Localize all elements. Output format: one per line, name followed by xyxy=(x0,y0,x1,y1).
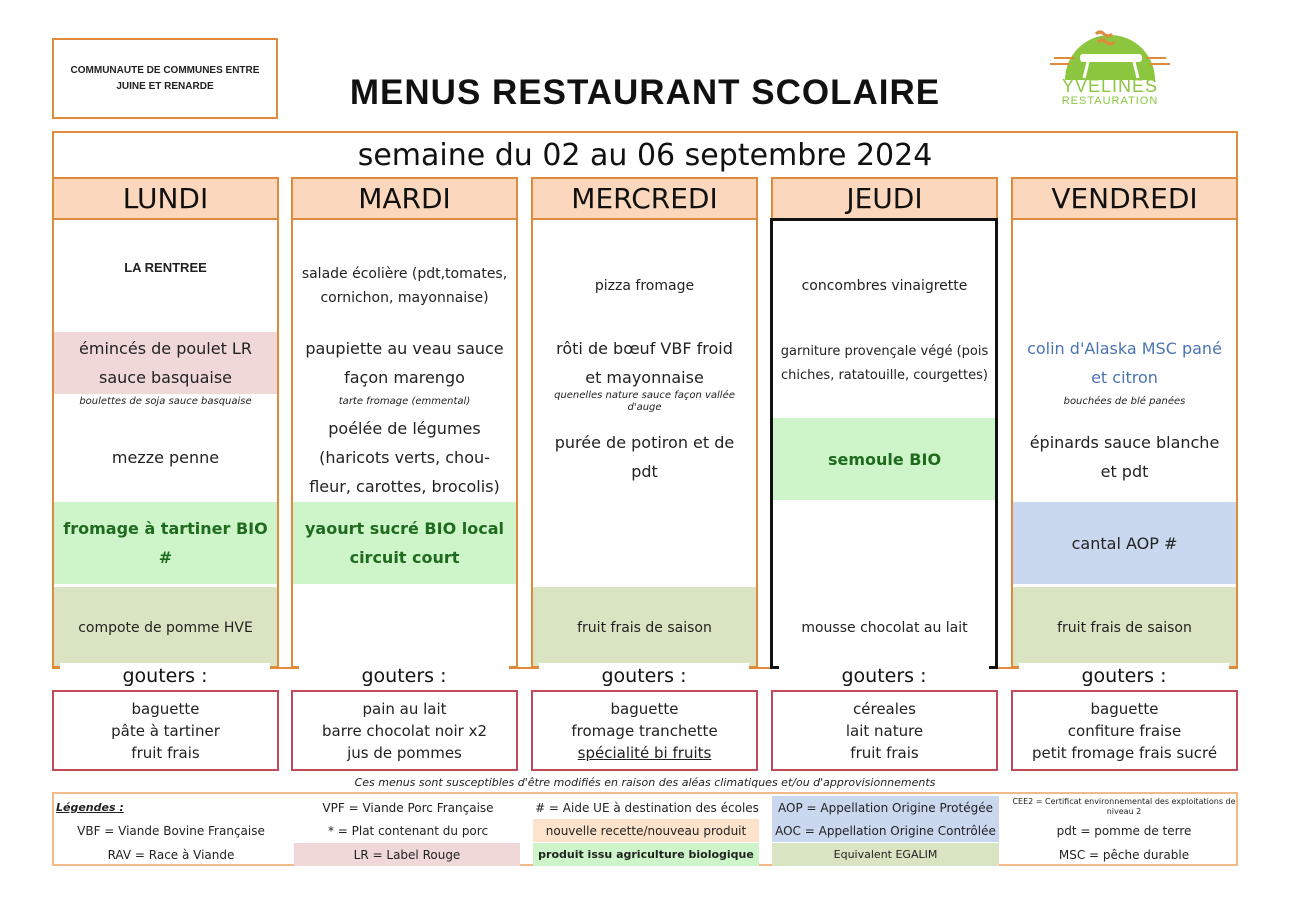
day-header: MERCREDI xyxy=(533,179,756,220)
side-dish xyxy=(533,426,756,488)
side-dish xyxy=(1013,426,1236,488)
side-dish: mezze penne xyxy=(111,447,220,467)
main-dish xyxy=(1013,332,1236,394)
legend-aide-ue: # = Aide UE à destination des écoles xyxy=(535,800,759,815)
legend-rav: RAV = Race à Viande xyxy=(107,847,235,862)
snack-item: barre chocolat noir x2 xyxy=(321,721,488,740)
logo-text-yvelines: YVELINES xyxy=(1061,75,1159,96)
dairy-line1: fromage à tartiner BIO xyxy=(63,519,268,538)
gouter-title-lundi: gouters : xyxy=(60,663,270,688)
legend-title: Légendes : xyxy=(56,801,124,814)
snack-item: pain au lait xyxy=(362,699,447,718)
day-header: VENDREDI xyxy=(1013,179,1236,220)
snack-item: fruit frais xyxy=(131,743,200,762)
snack-item: petit fromage frais sucré xyxy=(1031,743,1218,762)
main-dish-line2: chiches, ratatouille, courgettes) xyxy=(781,368,988,383)
legend-cee2: CEE2 = Certificat environnemental des exploitations de niveau 2 xyxy=(1012,797,1236,816)
main-dish xyxy=(533,332,756,394)
main-dish-line1: rôti de bœuf VBF froid xyxy=(556,339,733,358)
snack-item: fruit frais xyxy=(850,743,919,762)
main-dish-line2: façon marengo xyxy=(344,368,465,387)
legend-nouveau-produit: nouvelle recette/nouveau produit xyxy=(533,819,759,842)
vegetarian-alternative: boulettes de soja sauce basquaise xyxy=(79,396,252,407)
organization-box xyxy=(52,38,278,119)
side-dish-line2: et pdt xyxy=(1100,462,1149,481)
legend-vpf: VPF = Viande Porc Française xyxy=(322,800,494,815)
vegetarian-alternative: tarte fromage (emmental) xyxy=(338,396,471,407)
snack-item: baguette xyxy=(131,699,200,718)
main-dish xyxy=(54,332,277,394)
side-dish-line1: poélée de légumes xyxy=(328,418,481,438)
gouter-title-mercredi: gouters : xyxy=(539,663,749,688)
legend-aoc: AOC = Appellation Origine Contrôlée xyxy=(772,819,999,842)
legend-msc: MSC = pêche durable xyxy=(1058,847,1190,862)
gouter-title-vendredi: gouters : xyxy=(1019,663,1229,688)
week-title: semaine du 02 au 06 septembre 2024 xyxy=(52,131,1238,178)
main-dish-line2: et citron xyxy=(1091,368,1158,387)
snack-item: céreales xyxy=(853,699,916,718)
side-dish-line3: fleur, carottes, brocolis) xyxy=(309,476,500,496)
side-dish: semoule BIO xyxy=(773,418,996,500)
vegetarian-alternative: quenelles nature sauce façon vallée d'auge xyxy=(554,390,735,413)
dessert: fruit frais de saison xyxy=(1013,587,1236,668)
main-dish-line1: paupiette au veau sauce xyxy=(305,339,504,358)
snack-item: fromage tranchette xyxy=(571,721,718,740)
snack-item: confiture fraise xyxy=(1067,721,1182,740)
main-dish-line2: et mayonnaise xyxy=(585,368,704,387)
dairy: cantal AOP # xyxy=(1013,502,1236,584)
legend-label-rouge: LR = Label Rouge xyxy=(294,843,520,866)
main-dish-line2: sauce basquaise xyxy=(98,368,233,387)
yvelines-restauration-logo xyxy=(1040,28,1180,118)
dairy-line1: yaourt sucré BIO local xyxy=(305,519,504,538)
snack-item: lait nature xyxy=(845,721,924,740)
day-column-mercredi xyxy=(531,177,758,668)
dairy-line2: circuit court xyxy=(349,548,460,567)
day-header: JEUDI xyxy=(773,179,996,220)
dairy xyxy=(54,502,277,584)
legend-vbf: VBF = Viande Bovine Française xyxy=(77,823,265,838)
legend-aop: AOP = Appellation Origine Protégée xyxy=(772,796,999,819)
gouter-title-jeudi: gouters : xyxy=(779,663,989,688)
starter: pizza fromage xyxy=(594,277,695,294)
legend-egalim: Equivalent EGALIM xyxy=(772,843,999,866)
main-dish-line1: émincés de poulet LR xyxy=(79,339,252,358)
snacks-lundi xyxy=(52,690,279,771)
dessert: mousse chocolat au lait xyxy=(801,620,968,636)
snack-item: baguette xyxy=(1090,699,1159,718)
side-dish-line2: pdt xyxy=(631,462,658,481)
legend-porc: * = Plat contenant du porc xyxy=(327,823,489,838)
legend xyxy=(52,792,1238,866)
side-dish-line1: purée de potiron et de xyxy=(554,433,735,452)
starter: LA RENTREE xyxy=(124,259,207,275)
dessert: compote de pomme HVE xyxy=(54,587,277,668)
day-column-lundi xyxy=(52,177,279,668)
dairy-line2: # xyxy=(158,548,173,567)
snacks-mardi xyxy=(291,690,518,771)
highlight-frame-jeudi xyxy=(770,218,998,669)
main-dish xyxy=(293,332,516,394)
starter-line1: salade écolière (pdt,tomates, xyxy=(301,266,508,282)
main-dish-line1: garniture provençale végé (pois xyxy=(780,344,989,359)
legend-pdt: pdt = pomme de terre xyxy=(1056,823,1192,838)
day-header: LUNDI xyxy=(54,179,277,220)
disclaimer: Ces menus sont susceptibles d'être modifiés en raison des aléas climatiques et/ou d'approvisionnements xyxy=(354,775,936,789)
snacks-vendredi xyxy=(1011,690,1238,771)
org-name-line2: JUINE ET RENARDE xyxy=(116,80,214,92)
snack-item: pâte à tartiner xyxy=(111,721,220,740)
org-name-line1: COMMUNAUTE DE COMMUNES ENTRE xyxy=(70,64,260,76)
snack-item: jus de pommes xyxy=(347,743,462,762)
starter: concombres vinaigrette xyxy=(801,277,968,294)
legend-bio: produit issu agriculture biologique xyxy=(533,843,759,866)
logo-text-restauration: RESTAURATION xyxy=(1061,95,1159,107)
snacks-mercredi xyxy=(531,690,758,771)
starter-line2: cornichon, mayonnaise) xyxy=(320,290,489,306)
side-dish-line1: épinards sauce blanche xyxy=(1029,433,1220,452)
snacks-jeudi xyxy=(771,690,998,771)
day-column-vendredi xyxy=(1011,177,1238,668)
gouter-title-mardi: gouters : xyxy=(299,663,509,688)
side-dish xyxy=(293,412,516,502)
vegetarian-alternative: bouchées de blé panées xyxy=(1063,396,1186,407)
starter xyxy=(293,259,516,313)
page-title: MENUS RESTAURANT SCOLAIRE xyxy=(349,73,941,112)
day-column-mardi xyxy=(291,177,518,668)
dairy xyxy=(293,502,516,584)
side-dish-line2: (haricots verts, chou- xyxy=(319,447,490,467)
main-dish-line1: colin d'Alaska MSC pané xyxy=(1027,339,1222,358)
snack-item: spécialité bi fruits xyxy=(577,743,712,762)
snack-item: baguette xyxy=(610,699,679,718)
day-header: MARDI xyxy=(293,179,516,220)
dessert: fruit frais de saison xyxy=(533,587,756,668)
